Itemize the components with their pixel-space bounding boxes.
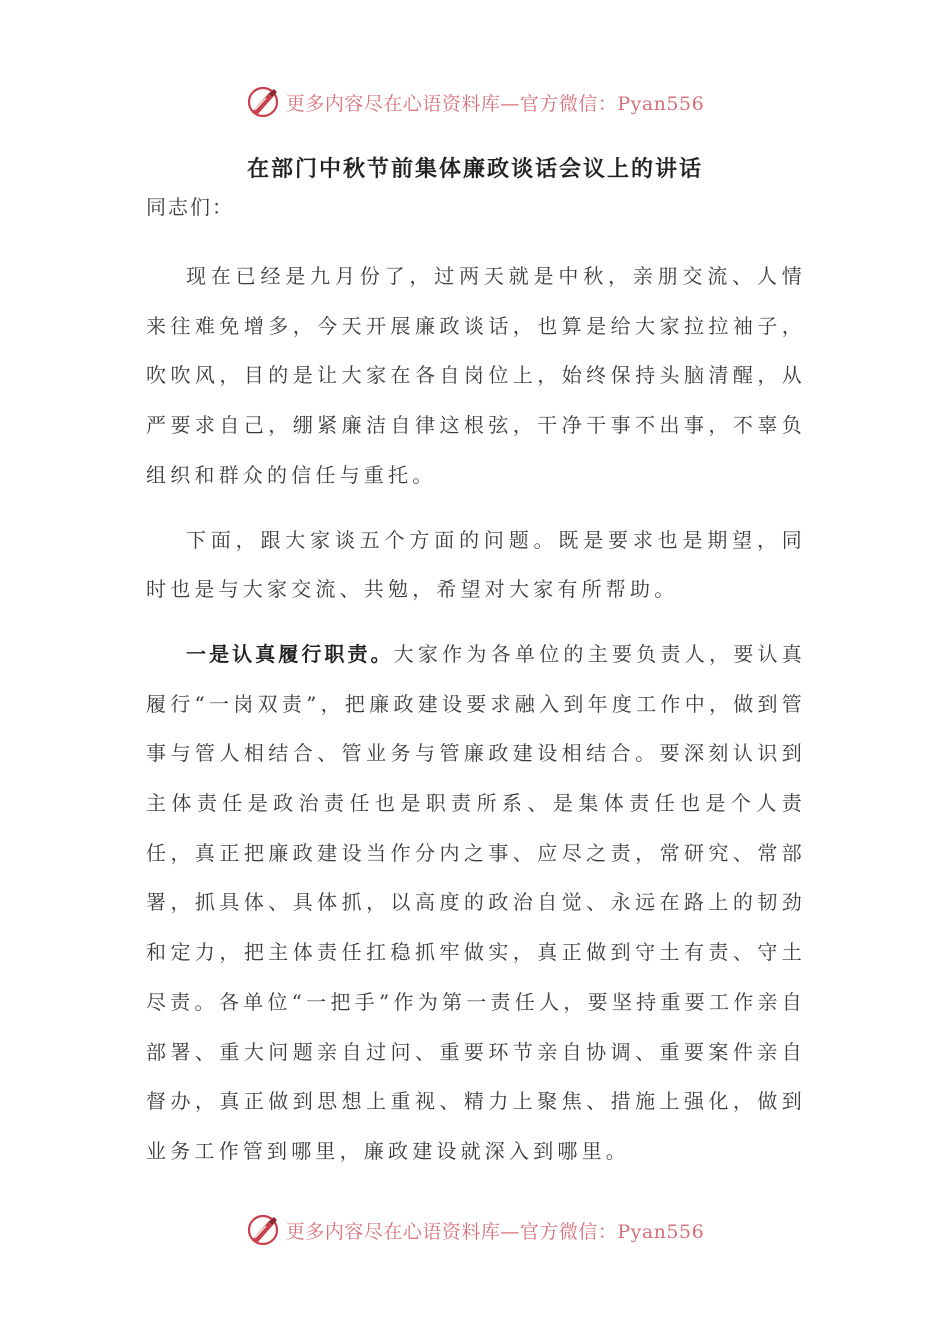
footer-banner — [0, 1210, 950, 1250]
paragraph-overview: 下面，跟大家谈五个方面的问题。既是要求也是期望，同时也是与大家交流、共勉，希望对大家有所帮助。 — [146, 527, 806, 602]
header-banner — [0, 82, 950, 122]
salutation: 同志们： — [146, 195, 234, 219]
footer-banner-text: 更多内容尽在心语资料库—官方微信：Pyan556 — [285, 1220, 705, 1243]
pen-nib-logo-icon — [246, 85, 280, 119]
paragraph-intro: 现在已经是九月份了，过两天就是中秋，亲朋交流、人情来往难免增多，今天开展廉政谈话，也算是给大家拉拉袖子，吹吹风，目的是让大家在各自岗位上，始终保持头脑清醒，从严要求自己，绷紧廉洁自律这根弦，干净干事不出事，不辜负组织和群众的信任与重托。 — [146, 264, 806, 487]
document-title: 在部门中秋节前集体廉政谈话会议上的讲话 — [246, 157, 703, 182]
header-banner-text: 更多内容尽在心语资料库—官方微信：Pyan556 — [285, 92, 705, 115]
paragraph-section-one — [146, 630, 806, 1177]
section-one-body: 大家作为各单位的主要负责人，要认真履行“一岗双责”，把廉政建设要求融入到年度工作中，做到管事与管人相结合、管业务与管廉政建设相结合。要深刻认识到主体责任是政治责任也是职责所系、是集体责任也是个人责任，真正把廉政建设当作分内之事、应尽之责，常研究、常部署，抓具体、具体抓，以高度的政治自觉、永远在路上的韧劲和定力，把主体责任扛稳抓牢做实，真正做到守土有责、守土尽责。各单位“一把手”作为第一责任人，要坚持重要工作亲自部署、重大问题亲自过问、重要环节亲自协调、重要案件亲自督办，真正做到思想上重视、精力上聚焦、措施上强化，做到业务工作管到哪里，廉政建设就深入到哪里。 — [146, 641, 806, 1163]
section-one-heading: 一是认真履行职责。 — [186, 641, 394, 666]
pen-nib-logo-icon — [246, 1213, 280, 1247]
document-body — [146, 190, 806, 1192]
